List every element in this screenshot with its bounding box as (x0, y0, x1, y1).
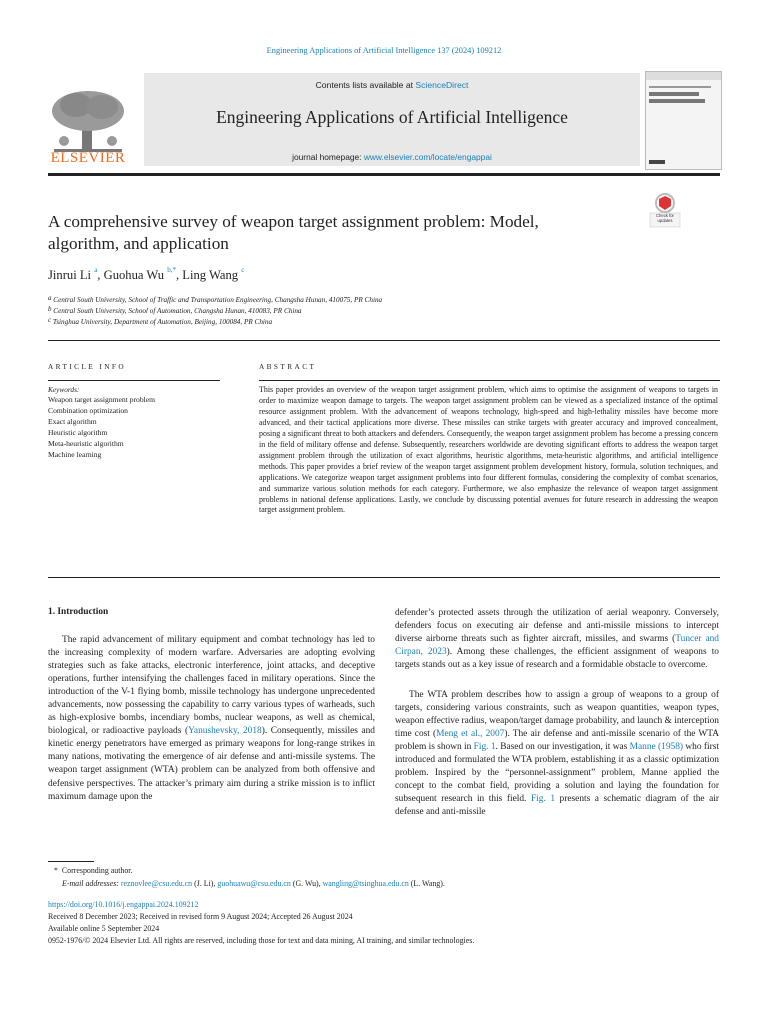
email-owner: (L. Wang). (410, 879, 445, 888)
homepage-prefix: journal homepage: (292, 152, 364, 162)
keyword: Meta-heuristic algorithm (48, 439, 124, 448)
figure-link[interactable]: Fig. 1 (473, 742, 496, 753)
check-updates-label: Check for updates (656, 213, 674, 223)
intro-paragraph-right-2 (395, 689, 719, 819)
header-divider (48, 173, 720, 176)
citation-link[interactable]: Yanushevsky, 2018 (188, 726, 262, 737)
email-link[interactable]: reznovlee@csu.edu.cn (120, 879, 193, 888)
keyword: Machine learning (48, 450, 102, 459)
doi-link[interactable]: https://doi.org/10.1016/j.engappai.2024.109212 (48, 900, 199, 909)
paragraph-text: who first introduced and formulated the WTA problem, establishing it as a classic optimization problem. Inspired by the “personnel-assignment” problem, Manne applied the concept to the combat field, providing a solution and laying the foundation for subsequent research in this field. (395, 742, 719, 805)
email-link[interactable]: guohuawu@csu.edu.cn (217, 879, 291, 888)
abstract-text: This paper provides an overview of the weapon target assignment problem, which aims to optimise the assignment of weapons to targets in order to maximize weapon damage to targets. The weapon target assignment problem can be viewed as a specialized instance of the optimal resource assignment problem. With the advancement of weapons technology, high-speed and high-lethality missiles have become more advanced, and their tactical applications more diverse. These missiles can strike targets with greater accuracy and improved concealment, posing a significant threat to both attackers and defenders. Consequently, the weapon target assignment problem has become a pressing concern in the field of military offense and defense. Subsequently, researchers worldwide are devoting significant efforts to address the weapon target assignment problem through the utilization of exact algorithms, heuristic algorithms, meta-heuristic algorithms, and artificial intelligence methods. This paper provides a brief review of the weapon target assignment problem development history, formula, solution techniques, and applications. We categorize weapon target assignment problems into four different formulas, considering the complexity of combat scenarios, and summarize various solution methods for each category. Furthermore, we also emphasize the relevance of weapon target assignment problems in national defense applications. Lastly, we conclude by discussing potential avenues for future research in addressing the weapon target assignment problem. (259, 385, 718, 515)
keyword: Exact algorithm (48, 417, 97, 426)
available-online-date: Available online 5 September 2024 (48, 924, 160, 933)
email-owner: (J. Li), (194, 879, 216, 888)
email-link[interactable]: wangling@tsinghua.edu.cn (322, 879, 409, 888)
paragraph-text: defender’s protected assets through the utilization of aerial weaponry. Conversely, defenders focus on executing air defense and anti-missile missions to intercept diverse airborne threats such as fighter aircraft, missiles, and swarms ( (395, 608, 719, 645)
article-info-rule (48, 380, 220, 381)
affiliation-mark: a (48, 294, 52, 302)
affiliation-text: Tsinghua University, Department of Automation, Beijing, 100084, PR China (52, 318, 273, 326)
affiliation-mark: b (48, 305, 52, 313)
author-affiliation-mark[interactable]: a (94, 266, 98, 274)
author-affiliation-mark[interactable]: b,* (167, 266, 176, 274)
copyright-notice: 0952-1976/© 2024 Elsevier Ltd. All rights are reserved, including those for text and data mining, AI training, and similar technologies. (48, 936, 475, 945)
author-affiliation-mark[interactable]: c (241, 266, 245, 274)
paragraph-text: ). Consequently, missiles and kinetic energy penetrators have emerged as primary weapons for long-range strikes in many nations, motivating the emergence of air defense and anti-missile systems. The weapon target assignment (WTA) problem can be analyzed from both offensive and defensive perspectives. The attacker’s primary aim during a strike mission is to inflict maximum damage upon the (48, 726, 375, 802)
journal-cover-thumbnail[interactable] (645, 71, 722, 170)
author-name[interactable]: Ling Wang (182, 268, 239, 282)
abstract-heading: ABSTRACT (259, 362, 317, 371)
journal-homepage (144, 152, 640, 162)
figure-link[interactable]: Fig. 1 (530, 794, 556, 805)
asterisk-icon: * (54, 866, 58, 875)
contents-line (144, 80, 640, 90)
email-addresses (62, 879, 445, 888)
citation-link[interactable]: Tuncer and Cirpan, 2023 (395, 634, 719, 658)
intro-paragraph-right (395, 607, 719, 672)
keyword: Heuristic algorithm (48, 428, 108, 437)
affiliation (48, 296, 382, 304)
author-name[interactable]: Guohua Wu (103, 268, 165, 282)
journal-citation[interactable]: Engineering Applications of Artificial Intelligence 137 (2024) 109212 (266, 46, 502, 55)
paragraph-text: The rapid advancement of military equipment and combat technology has led to the increasing complexity of modern warfare. Adversaries are adopting evolving strategies such as fake attacks, electronic interference, joint attacks, and deceptive operations, further intensifying the challenges faced in military operations. Since the introduction of the V-1 flying bomb, missile technology has undergone unprecedented advancements, now possessing the capability to carry various types of warheads, such as high-explosive bombs, incendiary bombs, nuclear weapons, as well as chemical, biological, or radioactive payloads ( (48, 635, 375, 737)
paragraph-text: ). The air defense and anti-missile scenario of the WTA problem is shown in (395, 729, 719, 753)
footnote-rule (48, 861, 94, 862)
received-dates: Received 8 December 2023; Received in revised form 9 August 2024; Accepted 26 August 2024 (48, 912, 353, 921)
citation-link[interactable]: Manne (1958) (629, 742, 684, 753)
keywords-label: Keywords: (48, 385, 80, 394)
affiliation-mark: c (48, 316, 52, 324)
section-heading-introduction: 1. Introduction (48, 607, 109, 617)
affiliation (48, 307, 302, 315)
author-list: Jinrui Li $^a$, Guohua Wu $^{b,*}$, Ling Wang $^c$ (48, 266, 245, 282)
section-divider (48, 340, 720, 341)
author-name[interactable]: Jinrui Li (48, 268, 92, 282)
email-owner: (G. Wu), (292, 879, 321, 888)
keyword: Combination optimization (48, 406, 128, 415)
affiliation (48, 318, 272, 326)
article-info-heading: ARTICLE INFO (48, 362, 127, 371)
paragraph-text: The WTA problem describes how to assign a group of weapons to a group of targets, considering various constraints, such as weapon quantities, weapon types, weapon effective radius, weapon/target damage probability, and launch & interception time cost ( (395, 690, 719, 740)
email-label: E-mail addresses: (62, 879, 119, 888)
section-divider (48, 577, 720, 578)
affiliation-text: Central South University, School of Traffic and Transportation Engineering, Changsha Hunan, 410075, PR China (53, 296, 383, 304)
corresponding-author-note (54, 866, 132, 875)
article-title-line-1: A comprehensive survey of weapon target assignment problem: Model, (48, 212, 539, 231)
article-title-line-2: algorithm, and application (48, 234, 229, 253)
journal-title: Engineering Applications of Artificial Intelligence (216, 107, 568, 127)
sciencedirect-link[interactable]: ScienceDirect (415, 80, 469, 90)
citation-link[interactable]: Meng et al., 2007 (436, 729, 505, 740)
publisher-name: ELSEVIER (50, 150, 126, 166)
paragraph-text: . Based on our investigation, it was (495, 742, 630, 753)
homepage-link[interactable]: www.elsevier.com/locate/engappai (363, 152, 492, 162)
affiliation-text: Central South University, School of Automation, Changsha Hunan, 410083, PR China (53, 307, 302, 315)
paragraph-text: ). Among these challenges, the efficient assignment of weapons to targets stands out as a key issue of research and a formidable obstacle to overcome. (395, 647, 719, 671)
article-title (48, 211, 628, 255)
keyword: Weapon target assignment problem (48, 395, 156, 404)
intro-paragraph-left (48, 634, 375, 804)
paragraph-text: presents a schematic diagram of the air defense and anti-missile (395, 794, 719, 818)
contents-prefix: Contents lists available at (315, 80, 416, 90)
corresponding-author-label: Corresponding author. (61, 866, 133, 875)
check-updates-icon (644, 193, 686, 229)
check-for-updates-badge[interactable] (644, 193, 686, 229)
abstract-rule (259, 380, 720, 381)
